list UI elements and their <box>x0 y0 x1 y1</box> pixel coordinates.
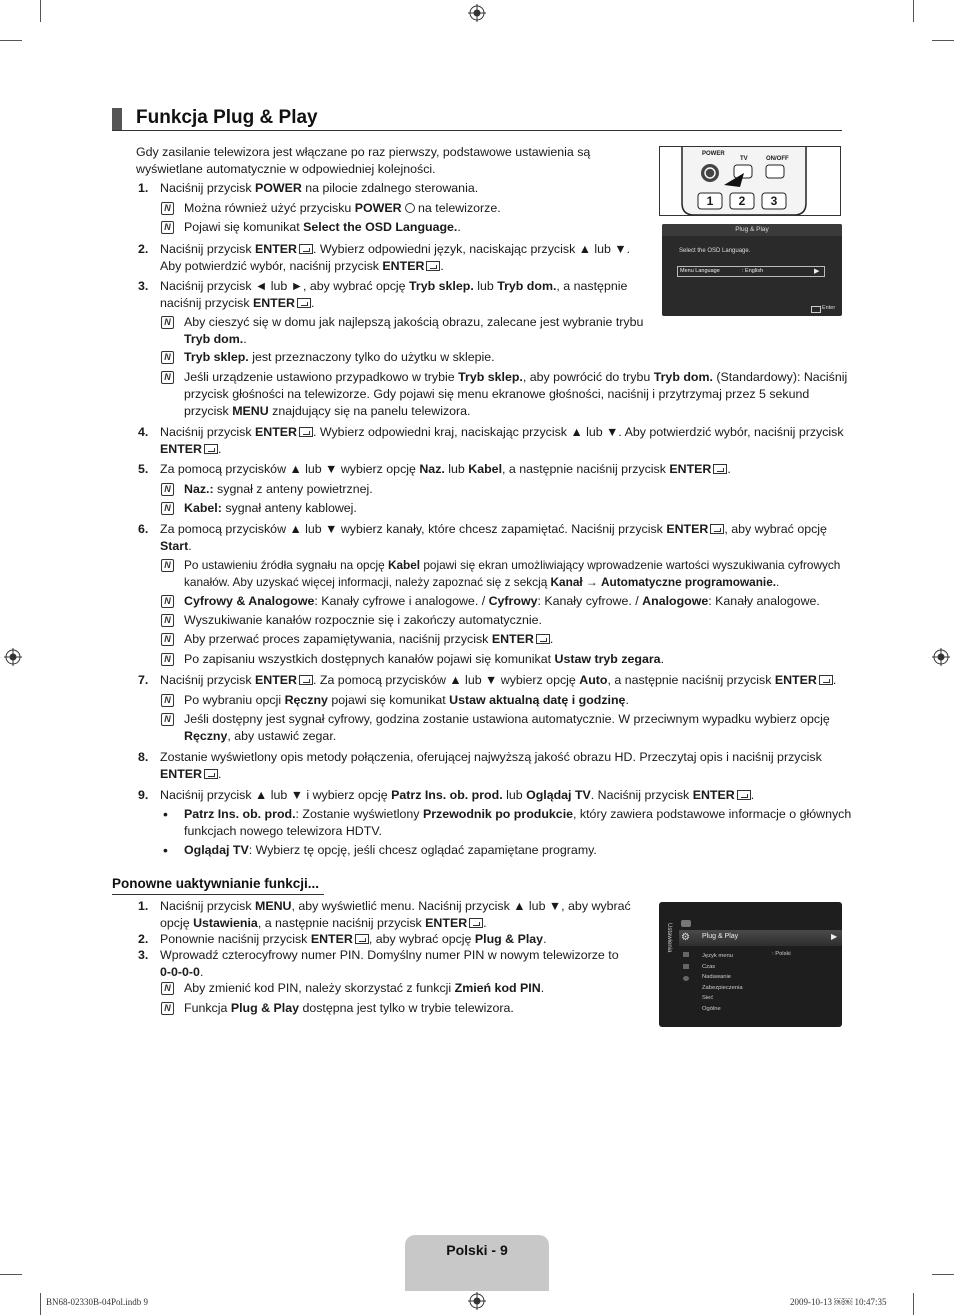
osd-selected-item: Plug & Play <box>702 933 739 940</box>
note-icon: N <box>161 653 174 666</box>
power-label: POWER <box>702 151 725 157</box>
osd-item: Nadawanie <box>702 974 732 981</box>
remote-control-illustration <box>659 146 841 216</box>
osd-item-list <box>702 951 743 1015</box>
key-3: 3 <box>770 194 778 208</box>
step-number: 3. <box>138 948 149 962</box>
key-2: 2 <box>738 194 746 208</box>
note-icon: N <box>161 351 174 364</box>
note-icon: N <box>161 221 174 234</box>
note-icon: N <box>161 316 174 329</box>
registration-mark-icon <box>4 648 22 666</box>
osd-row-label: Menu Language <box>680 268 720 274</box>
channel-icon <box>681 920 691 927</box>
note-6c: Wyszukiwanie kanałów rozpocznie się i zakończy automatycznie. <box>184 613 542 627</box>
step-number: 1. <box>138 899 149 913</box>
enter-icon <box>710 524 724 534</box>
enter-icon <box>299 244 313 254</box>
crop-mark <box>932 40 954 41</box>
note-icon: N <box>161 371 174 384</box>
enter-icon <box>819 675 833 685</box>
onoff-label: ON/OFF <box>766 156 789 162</box>
note-3c: Jeśli urządzenie ustawiono przypadkowo w trybie Tryb sklep., aby powrócić do trybu Tryb dom. (Standardowy): Naciśnij przycisk głośności na telewizorze. Gdy pojawi się menu ekranowe głośności, naciśnij i przytrzymaj przez 5 sekund przycisk MENU znajdujący się na panelu telewizora. <box>184 370 848 418</box>
title-divider <box>112 130 842 131</box>
registration-mark-icon <box>468 1292 486 1310</box>
crop-mark <box>0 1274 22 1275</box>
step-number: 8. <box>138 750 149 764</box>
osd-language-screen <box>662 224 842 316</box>
step-9: Naciśnij przycisk ▲ lub ▼ i wybierz opcję Patrz Ins. ob. prod. lub Oglądaj TV. Naciśnij przycisk ENTER . <box>160 788 755 802</box>
osd-side-label: Ustawienia <box>666 923 672 953</box>
note-1b: Pojawi się komunikat Select the OSD Language.. <box>184 220 461 234</box>
subsection-divider <box>112 894 324 895</box>
enter-icon <box>469 918 483 928</box>
note-7a: Po wybraniu opcji Ręczny pojawi się komunikat Ustaw aktualną datę i godzinę. <box>184 693 629 707</box>
bullet-9a: Patrz Ins. ob. prod.: Zostanie wyświetlony Przewodnik po produkcie, który zawiera podstawowe informacje o głównych funkcjach nowego telewizora HDTV. <box>184 807 852 838</box>
step-number: 1. <box>138 181 149 195</box>
osd-settings-menu <box>659 902 842 1027</box>
bullet-icon: • <box>163 806 168 822</box>
step-6: Za pomocą przycisków ▲ lub ▼ wybierz kanały, które chcesz zapamiętać. Naciśnij przycisk ENTER , aby wybrać opcję Start. <box>160 522 827 553</box>
enter-icon <box>426 261 440 271</box>
note-5a: Naz.: sygnał z anteny powietrznej. <box>184 482 373 496</box>
power-icon <box>405 203 415 213</box>
print-date-info: 2009-10-13 ￼￼ 10:47:35 <box>790 1297 887 1307</box>
reactivate-step-1: Naciśnij przycisk MENU, aby wyświetlić menu. Naciśnij przycisk ▲ lub ▼, aby wybrać opcję Ustawienia, a następnie naciśnij przycisk ENTER . <box>160 899 631 930</box>
step-2: Naciśnij przycisk ENTER . Wybierz odpowiedni język, naciskając przycisk ▲ lub ▼. Aby potwierdzić wybór, naciśnij przycisk ENTER . <box>160 242 631 273</box>
osd-enter-label: Enter <box>822 305 836 311</box>
osd-item: Język menu <box>702 953 733 959</box>
step-number: 5. <box>138 462 149 476</box>
note-icon: N <box>161 982 174 995</box>
note-3a: Aby cieszyć się w domu jak najlepszą jakością obrazu, zalecane jest wybranie trybu Tryb dom.. <box>184 315 644 346</box>
input-icon <box>683 952 689 957</box>
osd-item: Czas <box>702 963 716 970</box>
enter-icon <box>737 790 751 800</box>
step-8: Zostanie wyświetlony opis metody połączenia, oferującej najwyższą jakość obrazu HD. Przeczytaj opis i naciśnij przycisk ENTER . <box>160 750 822 781</box>
enter-icon <box>299 675 313 685</box>
subsection-title: Ponowne uaktywnianie funkcji... <box>112 876 320 891</box>
enter-icon <box>811 306 821 313</box>
print-file-info: BN68-02330B-04Pol.indb 9 <box>46 1297 149 1307</box>
osd-message: Select the OSD Language. <box>679 248 751 254</box>
note-icon: N <box>161 595 174 608</box>
note-6b: Cyfrowy & Analogowe: Kanały cyfrowe i analogowe. / Cyfrowy: Kanały cyfrowe. / Analogowe: Kanały analogowe. <box>184 594 820 608</box>
osd-row-value: : English <box>742 268 764 274</box>
step-number: 7. <box>138 673 149 687</box>
step-number: 4. <box>138 425 149 439</box>
step-5: Za pomocą przycisków ▲ lub ▼ wybierz opcję Naz. lub Kabel, a następnie naciśnij przycisk ENTER . <box>160 462 731 476</box>
step-number: 9. <box>138 788 149 802</box>
osd-item: Ogólne <box>702 1005 721 1012</box>
osd-item: Sieć <box>702 995 714 1002</box>
crop-mark <box>913 1293 914 1315</box>
note-icon: N <box>161 559 174 572</box>
step-number: 3. <box>138 279 149 293</box>
intro-text: Gdy zasilanie telewizora jest włączane po raz pierwszy, podstawowe ustawienia są wyświetlane automatycznie w odpowiedniej kolejności. <box>136 145 591 176</box>
gear-icon: ⚙ <box>681 932 690 943</box>
arrow-right-icon: ▶ <box>831 932 838 941</box>
note-icon: N <box>161 502 174 515</box>
osd-header: Plug & Play <box>735 226 769 233</box>
note-6d: Aby przerwać proces zapamiętywania, naciśnij przycisk ENTER . <box>184 632 554 646</box>
reactivate-step-3: Wprowadź czterocyfrowy numer PIN. Domyślny numer PIN w nowym telewizorze to 0-0-0-0. <box>160 948 619 979</box>
note-icon: N <box>161 713 174 726</box>
note-6a: Po ustawieniu źródła sygnału na opcję Kabel pojawi się ekran umożliwiający wprowadzenie wartości wyszukiwania cyfrowych kanałów. Aby uzyskać więcej informacji, należy zapoznać się z sekcją Kanał → Automatyczne programowanie.. <box>184 558 841 589</box>
bullet-icon: • <box>163 842 168 858</box>
crop-mark <box>0 40 22 41</box>
bullet-9b: Oglądaj TV: Wybierz tę opcję, jeśli chcesz oglądać zapamiętane programy. <box>184 843 597 857</box>
page-number: Polski - 9 <box>446 1242 508 1258</box>
application-icon <box>683 964 689 969</box>
reactivate-note-b: Funkcja Plug & Play dostępna jest tylko w trybie telewizora. <box>184 1001 514 1015</box>
crop-mark <box>40 1293 41 1315</box>
title-accent-bar <box>112 108 122 130</box>
enter-icon <box>355 934 369 944</box>
note-icon: N <box>161 614 174 627</box>
note-5b: Kabel: sygnał anteny kablowej. <box>184 501 357 515</box>
step-number: 2. <box>138 242 149 256</box>
arrow-right-icon: ▶ <box>814 268 820 275</box>
enter-icon <box>536 634 550 644</box>
note-icon: N <box>161 633 174 646</box>
note-icon: N <box>161 202 174 215</box>
key-1: 1 <box>706 194 714 208</box>
note-6e: Po zapisaniu wszystkich dostępnych kanałów pojawi się komunikat Ustaw tryb zegara. <box>184 652 665 666</box>
enter-icon <box>713 464 727 474</box>
page-title: Funkcja Plug & Play <box>136 107 318 128</box>
note-3b: Tryb sklep. jest przeznaczony tylko do użytku w sklepie. <box>184 350 495 364</box>
support-icon <box>683 976 689 981</box>
osd-item: Zabezpieczenia <box>702 984 743 991</box>
note-icon: N <box>161 483 174 496</box>
osd-lang-value: : Polski <box>772 951 791 957</box>
step-number: 2. <box>138 932 149 946</box>
registration-mark-icon <box>468 4 486 22</box>
enter-icon <box>204 769 218 779</box>
tv-label: TV <box>740 156 748 162</box>
step-number: 6. <box>138 522 149 536</box>
step-4: Naciśnij przycisk ENTER . Wybierz odpowiedni kraj, naciskając przycisk ▲ lub ▼. Aby potwierdzić wybór, naciśnij przycisk ENTER . <box>160 425 844 456</box>
reactivate-step-2: Ponownie naciśnij przycisk ENTER , aby wybrać opcję Plug & Play. <box>160 932 547 946</box>
reactivate-note-a: Aby zmienić kod PIN, należy skorzystać z funkcji Zmień kod PIN. <box>184 981 545 995</box>
note-icon: N <box>161 694 174 707</box>
crop-mark <box>932 1274 954 1275</box>
note-1a: Można również użyć przycisku POWER na telewizorze. <box>184 201 501 215</box>
step-7: Naciśnij przycisk ENTER . Za pomocą przycisków ▲ lub ▼ wybierz opcję Auto, a następnie naciśnij przycisk ENTER . <box>160 673 837 687</box>
note-icon: N <box>161 1002 174 1015</box>
registration-mark-icon <box>932 648 950 666</box>
enter-icon <box>297 298 311 308</box>
enter-icon <box>299 427 313 437</box>
crop-mark <box>40 0 41 22</box>
crop-mark <box>913 0 914 22</box>
step-3: Naciśnij przycisk ◄ lub ►, aby wybrać opcję Tryb sklep. lub Tryb dom., a następnie naciśnij przycisk ENTER . <box>160 279 628 310</box>
enter-icon <box>204 444 218 454</box>
note-7b: Jeśli dostępny jest sygnał cyfrowy, godzina zostanie ustawiona automatycznie. W przeciwnym wypadku wybierz opcję Ręczny, aby ustawić zegar. <box>184 712 830 743</box>
step-1: Naciśnij przycisk POWER na pilocie zdalnego sterowania. <box>160 181 479 195</box>
